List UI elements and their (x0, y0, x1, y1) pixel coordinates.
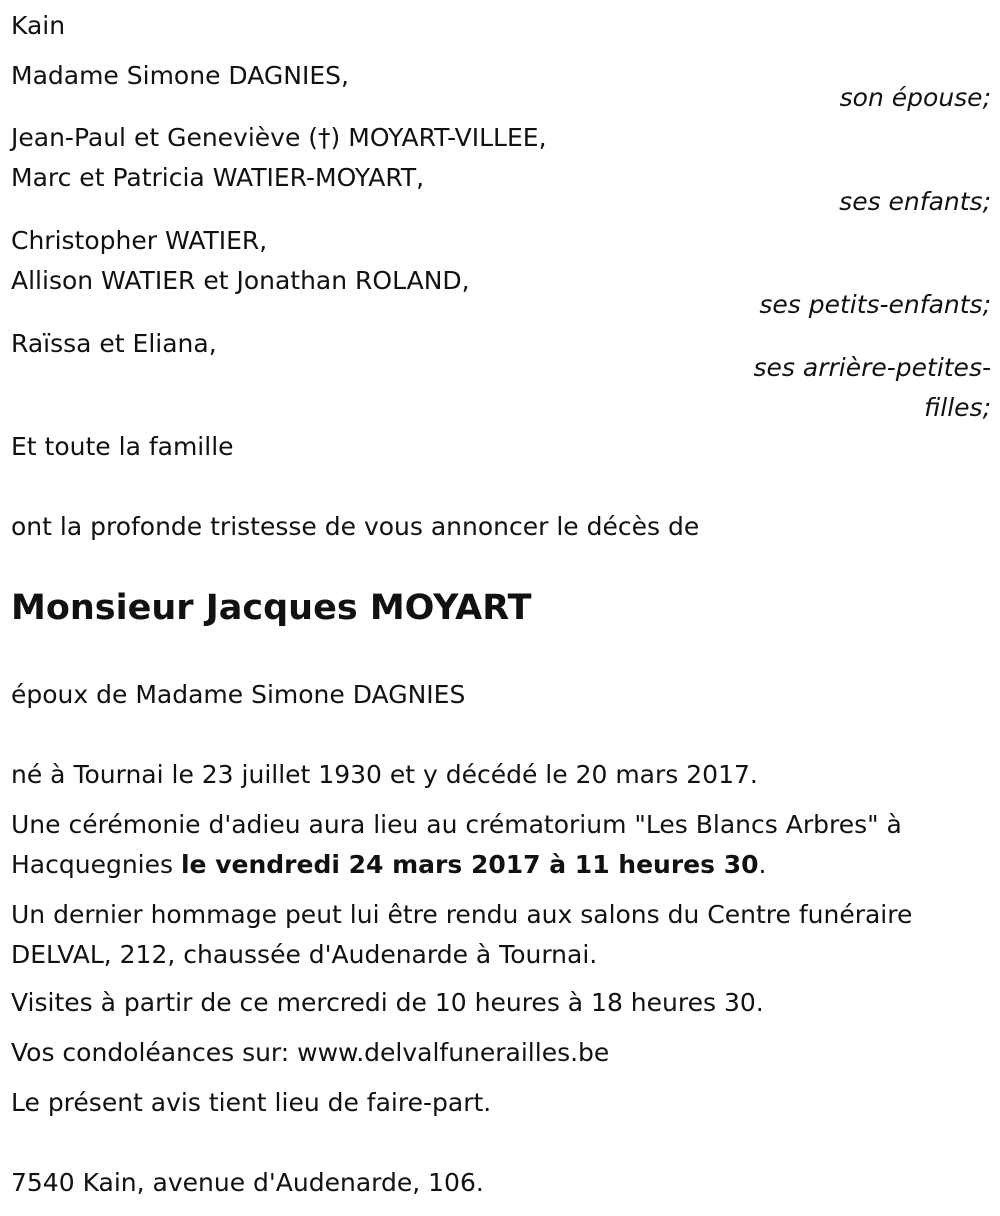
family-group-grandchildren (11, 221, 991, 325)
birth-death-line: né à Tournai le 23 juillet 1930 et y décédé le 20 mars 2017. (11, 760, 758, 789)
child-name: Jean-Paul et Geneviève (†) MOYART-VILLEE, (11, 123, 547, 152)
grandchild-name: Christopher WATIER, (11, 226, 268, 255)
deceased-spouse-line: époux de Madame Simone DAGNIES (11, 680, 466, 709)
homage-paragraph: Un dernier hommage peut lui être rendu aux salons du Centre funéraire DELVAL, 212, chaussée d'Audenarde à Tournai. (11, 900, 913, 969)
condolences-line: Vos condoléances sur: www.delvalfunerailles.be (11, 1038, 610, 1067)
ceremony-punctuation: . (758, 850, 767, 879)
ceremony-date-time: le vendredi 24 mars 2017 à 11 heures 30 (180, 850, 759, 879)
children-role: ses enfants; (839, 187, 991, 216)
family-rest: Et toute la famille (11, 432, 234, 461)
child-name: Marc et Patricia WATIER-MOYART, (11, 163, 425, 192)
family-group-spouse (11, 56, 991, 118)
spouse-name: Madame Simone DAGNIES, (11, 61, 349, 90)
address-line: 7540 Kain, avenue d'Audenarde, 106. (11, 1168, 484, 1197)
visits-line: Visites à partir de ce mercredi de 10 heures à 18 heures 30. (11, 988, 764, 1017)
ceremony-paragraph (11, 805, 986, 885)
notice-line: Le présent avis tient lieu de faire-part. (11, 1088, 492, 1117)
family-group-children (11, 118, 991, 222)
spouse-role: son épouse; (839, 83, 991, 112)
great-grandchild-name: Raïssa et Eliana, (11, 329, 217, 358)
ceremony-text: Une cérémonie d'adieu aura lieu au crématorium "Les Blancs Arbres" à Hacquegnies (11, 810, 902, 879)
announcement-text: ont la profonde tristesse de vous annoncer le décès de (11, 512, 700, 541)
location-header: Kain (11, 11, 66, 40)
deceased-name: Monsieur Jacques MOYART (11, 588, 532, 628)
great-grandchildren-role: ses arrière-petites-filles; (753, 353, 991, 422)
grandchildren-role: ses petits-enfants; (759, 290, 991, 319)
grandchild-name: Allison WATIER et Jonathan ROLAND, (11, 266, 470, 295)
